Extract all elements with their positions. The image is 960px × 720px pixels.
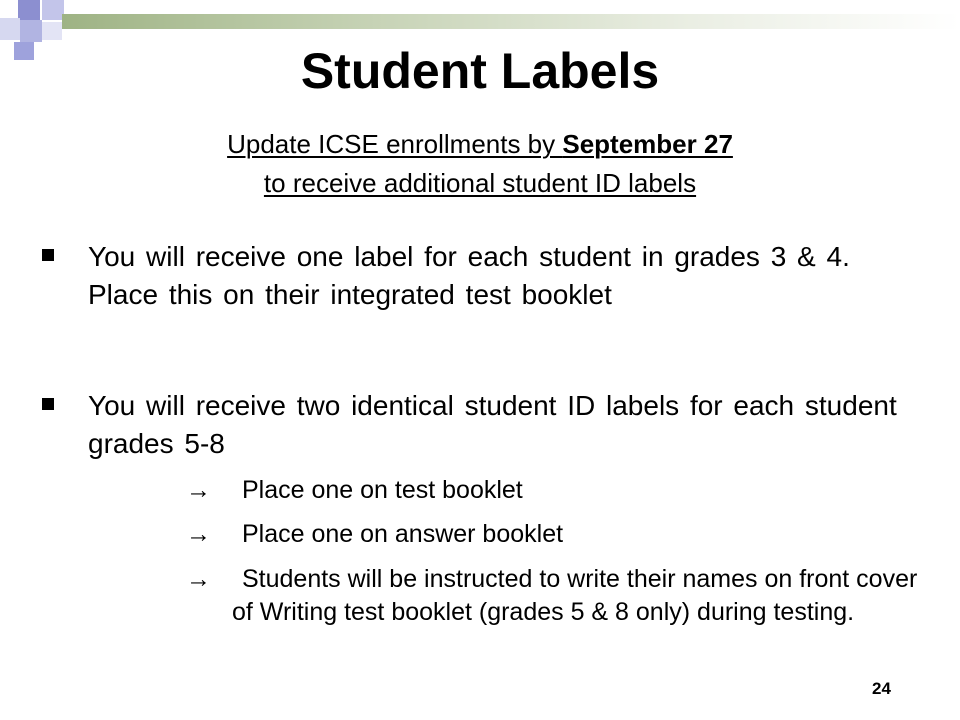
sub-item-text: Place one on answer booklet xyxy=(242,520,564,548)
slide-subtitle xyxy=(0,125,960,203)
decor-square xyxy=(18,0,40,20)
decor-square xyxy=(20,20,42,42)
subtitle-line-2: to receive additional student ID labels xyxy=(263,168,697,198)
subtitle-deadline: September 27 xyxy=(562,129,733,159)
sub-item-text: Students will be instructed to write their names on front cover of Writing test booklet (grades 5 & 8 only) during testing. xyxy=(232,565,918,626)
sub-item xyxy=(186,563,926,629)
bullet-item xyxy=(42,238,922,314)
sub-item xyxy=(186,474,926,507)
arrow-right-icon: → xyxy=(186,520,211,548)
decor-square xyxy=(42,0,64,20)
square-bullet-icon xyxy=(42,398,54,410)
bullet-text: You will receive one label for each student in grades 3 & 4. Place this on their integrated test booklet xyxy=(88,241,850,310)
page-number: 24 xyxy=(872,679,891,698)
sub-item-text: Place one on test booklet xyxy=(242,476,523,504)
top-gradient-band xyxy=(62,14,960,29)
bullet-item xyxy=(42,387,922,463)
subtitle-line-1-text: Update ICSE enrollments by xyxy=(227,129,563,159)
decor-square xyxy=(0,18,20,40)
subtitle-line-1 xyxy=(0,125,960,164)
arrow-right-icon: → xyxy=(186,565,211,593)
slide-title: Student Labels xyxy=(300,43,660,99)
square-bullet-icon xyxy=(42,249,54,261)
bullet-text: You will receive two identical student ID labels for each student grades 5-8 xyxy=(88,390,897,459)
decor-square xyxy=(42,22,62,40)
sub-item xyxy=(186,518,926,551)
arrow-right-icon: → xyxy=(186,476,211,504)
